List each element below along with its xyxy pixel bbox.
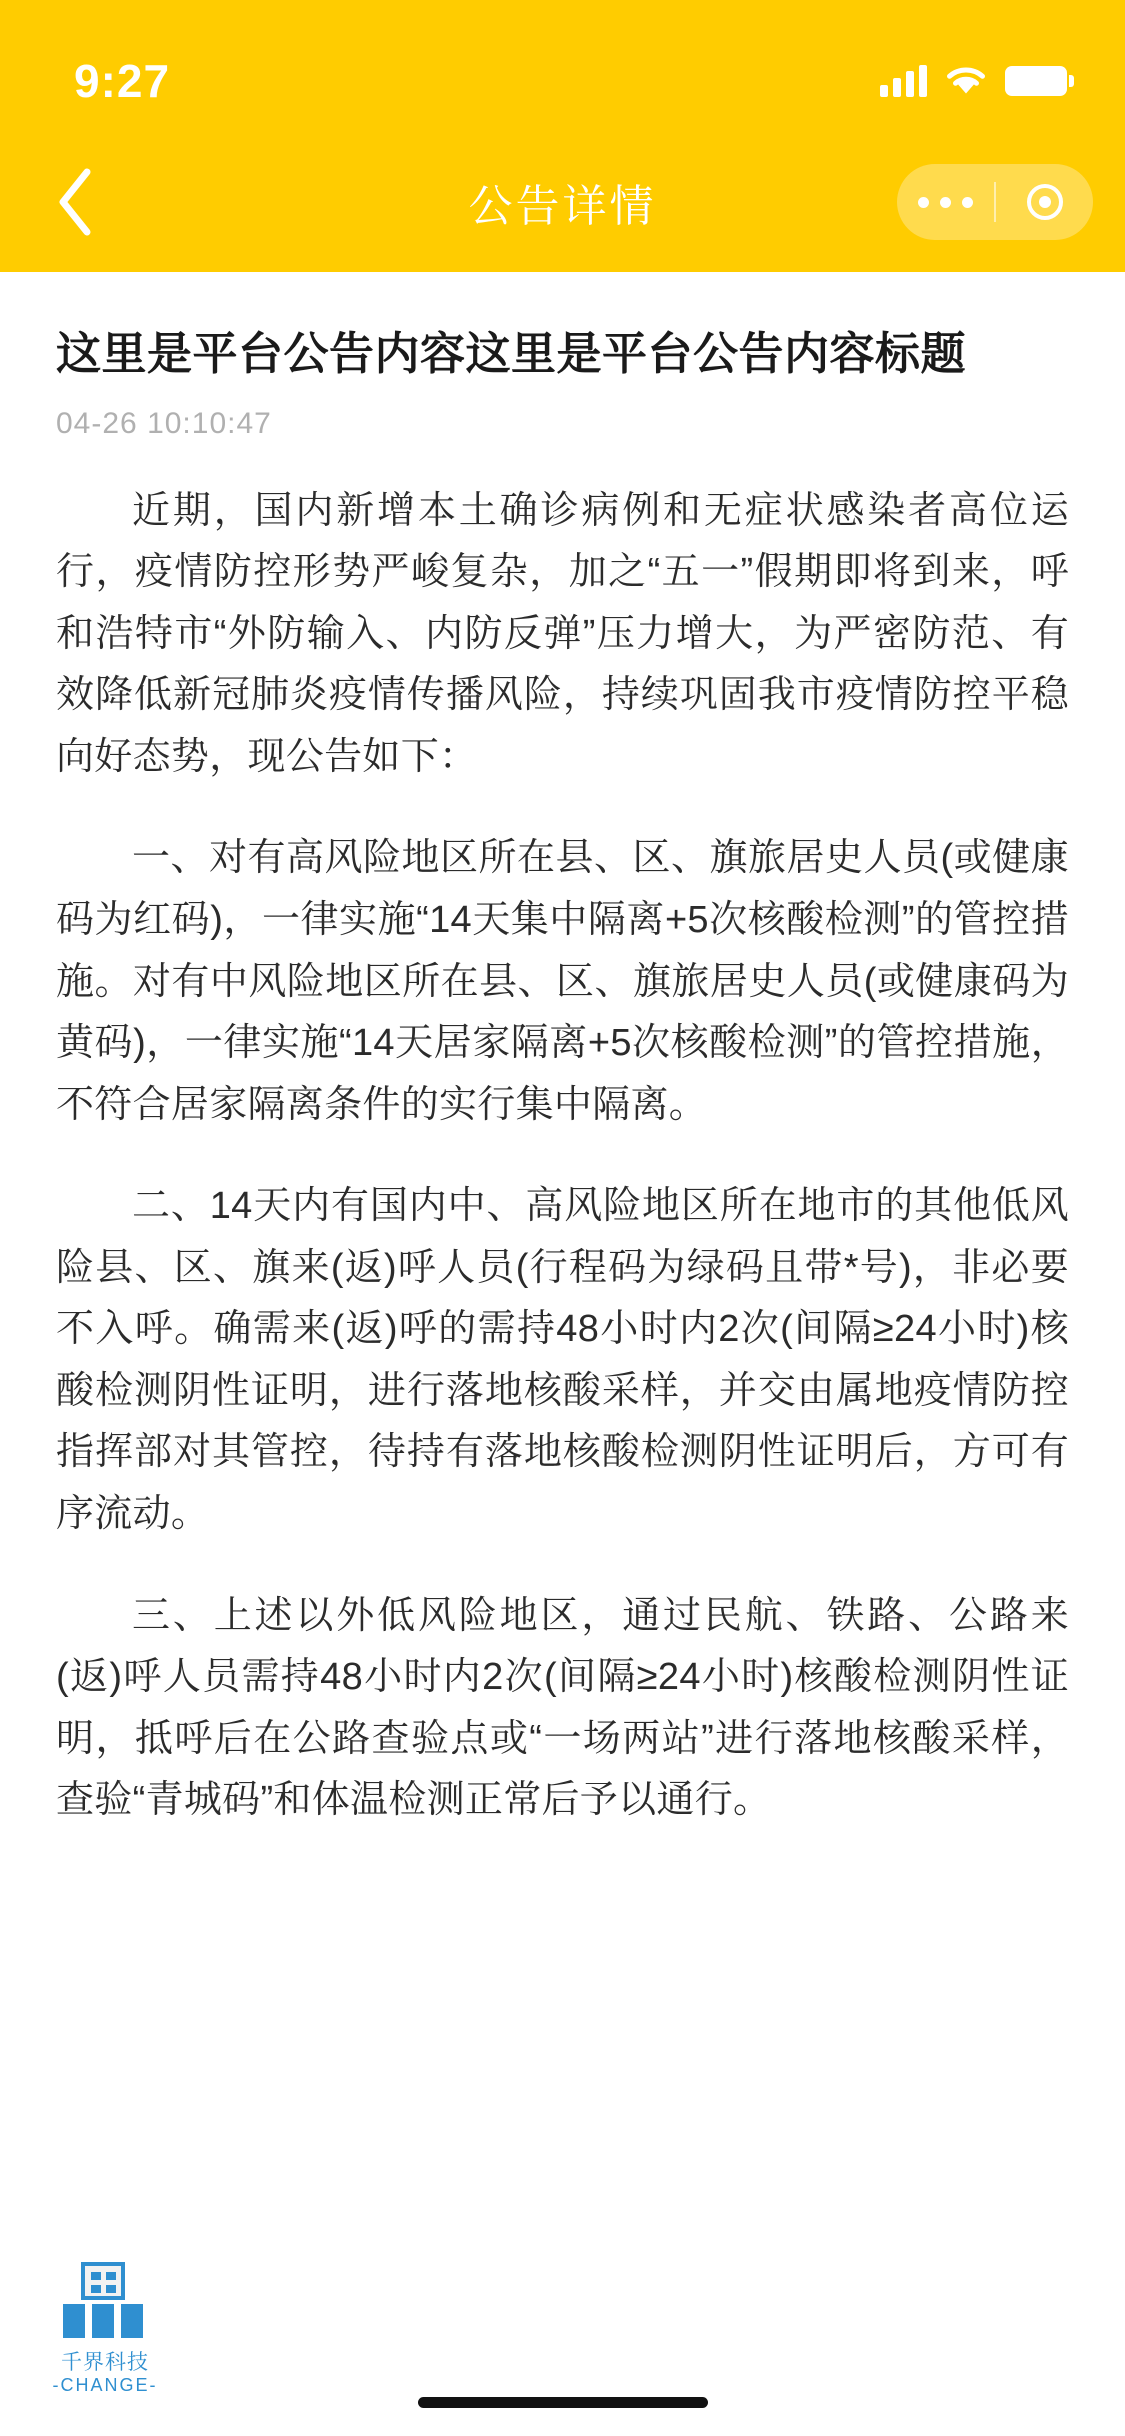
brand-subtitle: -CHANGE-: [52, 2375, 158, 2395]
target-circle-icon[interactable]: [996, 184, 1093, 220]
footer: [0, 2256, 1125, 2436]
status-bar-time: 9:27: [74, 55, 171, 107]
chevron-left-icon: [55, 166, 99, 238]
battery-icon: [1005, 66, 1067, 96]
announcement-body: [56, 481, 1069, 1832]
announcement-paragraph: 一、对有高风险地区所在县、区、旗旅居史人员(或健康码为红码)，一律实施“14天集中隔离+5次核酸检测”的管控措施。对有中风险地区所在县、区、旗旅居史人员(或健康码为黄码)，一律实施“14天居家隔离+5次核酸检测”的管控措施，不符合居家隔离条件的实行集中隔离。: [56, 837, 1069, 1126]
cellular-signal-icon: [880, 65, 927, 97]
back-button[interactable]: [22, 147, 132, 257]
home-indicator[interactable]: [418, 2397, 708, 2408]
status-bar-icons: [880, 65, 1067, 97]
page-title: 公告详情: [468, 182, 657, 231]
brand-name: 千界科技: [61, 2350, 149, 2374]
announcement-content: [0, 272, 1125, 2256]
mini-program-capsule: [897, 164, 1093, 240]
qianjie-logo-icon: [59, 2258, 151, 2344]
announcement-paragraph: 二、14天内有国内中、高风险地区所在地市的其他低风险县、区、旗来(返)呼人员(行程码为绿码且带*号)，非必要不入呼。确需来(返)呼的需持48小时内2次(间隔≥24小时)核酸检测阴性证明，进行落地核酸采样，并交由属地疫情防控指挥部对其管控，待持有落地核酸检测阴性证明后，方可有序流动。: [56, 1185, 1069, 1535]
announcement-title: 这里是平台公告内容这里是平台公告内容标题: [56, 328, 967, 379]
more-dots-icon[interactable]: [897, 197, 994, 208]
status-bar: [0, 0, 1125, 132]
wifi-icon: [945, 65, 987, 97]
nav-bar: [0, 132, 1125, 272]
announcement-paragraph: 三、上述以外低风险地区，通过民航、铁路、公路来(返)呼人员需持48小时内2次(间隔≥24小时)核酸检测阴性证明，抵呼后在公路查验点或“一场两站”进行落地核酸采样，查验“青城码”和体温检测正常后予以通行。: [56, 1594, 1069, 1822]
announcement-paragraph: 近期，国内新增本土确诊病例和无症状感染者高位运行，疫情防控形势严峻复杂，加之“五一”假期即将到来，呼和浩特市“外防输入、内防反弹”压力增大，为严密防范、有效降低新冠肺炎疫情传播风险，持续巩固我市疫情防控平稳向好态势，现公告如下：: [56, 489, 1069, 778]
announcement-date: 04-26 10:10:47: [56, 406, 272, 440]
brand-watermark: [30, 2258, 180, 2396]
